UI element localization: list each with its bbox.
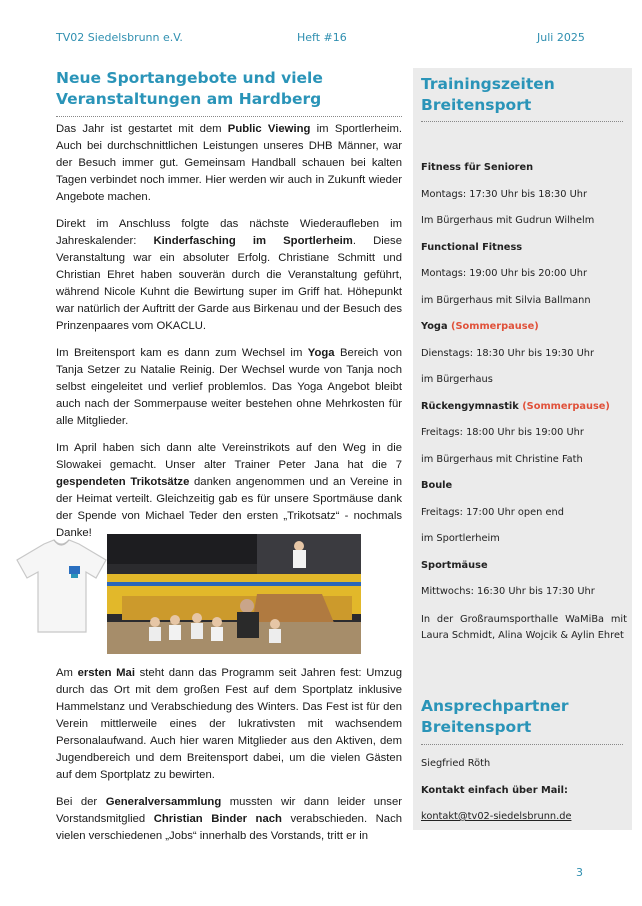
summer-break-badge: (Sommerpause) bbox=[522, 400, 610, 412]
training-detail bbox=[421, 579, 627, 606]
summer-break-badge: (Sommerpause) bbox=[450, 321, 539, 332]
photo-row bbox=[14, 534, 348, 654]
training-heading bbox=[421, 553, 627, 580]
training-text: Sportmäuse bbox=[421, 559, 488, 571]
paragraph-generalversammlung: Bei der Generalversammlung mussten wir dann leider unser Vorstandsmitglied Christian Binder nach verabschieden. Nach vielen verschiedenen „Jobs“ innerhalb des Vorstands, tritt er in bbox=[56, 796, 402, 842]
header-club-name: TV02 Siedelsbrunn e.V. bbox=[56, 31, 183, 44]
training-detail bbox=[421, 606, 627, 639]
training-text: Montags: 19:00 Uhr bis 20:00 Uhr bbox=[421, 268, 588, 279]
training-text: Yoga bbox=[421, 321, 448, 332]
training-heading bbox=[421, 394, 627, 421]
tshirt-image bbox=[14, 536, 109, 636]
gym-group-photo bbox=[107, 534, 361, 654]
training-text: Freitags: 18:00 Uhr bis 19:00 Uhr bbox=[421, 427, 584, 438]
paragraph-trikots: Im April haben sich dann alte Vereinstrikots auf den Weg in die Slowakei gemacht. Unser alter Trainer Peter Jana hat die 7 gespendeten Trikotsätze danken angenommen und an Vereine in der Heimat verteilt. Gleichzeitig gab es für unsere Sportmäuse dank der Spende von Michael Teder den ersten „Trikotsatz“ - nochmals Danke! bbox=[56, 442, 402, 539]
training-text: Boule bbox=[421, 480, 453, 491]
training-text: Rückengymnastik bbox=[421, 400, 519, 412]
training-heading bbox=[421, 235, 627, 262]
training-text: In der Großraumsporthalle WaMiBa mit Laura Schmidt, Alina Wojcik & Aylin Ehret bbox=[421, 613, 627, 641]
paragraph-public-viewing: Das Jahr ist gestartet mit dem Public Viewing im Sportlerheim. Auch bei durchschnittlichen Leistungen unseres DHB Männer, war der Besuch immer gut. Gemeinsam Handball schauen bei kalten Tagen verbindet noch immer. Hier werden wir auch in Zukunft wieder Angebote machen. bbox=[56, 123, 403, 203]
training-detail bbox=[421, 447, 627, 474]
training-detail bbox=[421, 367, 627, 394]
training-heading bbox=[421, 314, 627, 341]
sidebar-title-divider bbox=[421, 121, 623, 122]
training-text: Montags: 17:30 Uhr bis 18:30 Uhr bbox=[421, 188, 588, 200]
training-text: Fitness für Senioren bbox=[421, 162, 534, 173]
contact-name: Siegfried Röth bbox=[421, 758, 491, 769]
training-detail bbox=[421, 208, 627, 235]
title-divider bbox=[56, 116, 402, 117]
contact-email-link[interactable]: kontakt@tv02-siedelsbrunn.de bbox=[421, 811, 572, 822]
training-text: im Bürgerhaus mit Christine Fath bbox=[421, 453, 583, 465]
training-text: Mittwochs: 16:30 Uhr bis 17:30 Uhr bbox=[421, 586, 595, 597]
training-detail bbox=[421, 500, 627, 527]
article-body bbox=[56, 121, 402, 552]
training-detail bbox=[421, 420, 627, 447]
training-detail bbox=[421, 341, 627, 368]
training-detail bbox=[421, 182, 627, 209]
sidebar-title: Trainingszeiten Breitensport bbox=[421, 75, 555, 114]
paragraph-erster-mai: Am ersten Mai steht dann das Programm seit Jahren fest: Umzug durch das Ort mit dem großen Fest auf dem Sportplatz inklusive Hammelstanz und Verabschiedung des Winters. Das Fest ist für den Verein mittlerweile eines der lukrativsten mit wachsendem Personalaufwand. Auch hier waren Mitglieder aus den Aktiven, dem Jugendbereich und dem Breitensport dabei, um die vielen Gästen auf dem Sportplatz zu bewirten. bbox=[56, 667, 402, 781]
training-text: im Bürgerhaus mit Silvia Ballmann bbox=[421, 294, 591, 306]
contact-label: Kontakt einfach über Mail: bbox=[421, 784, 568, 796]
page-number: 3 bbox=[576, 866, 583, 879]
header-date: Juli 2025 bbox=[537, 31, 585, 44]
training-text: Freitags: 17:00 Uhr open end bbox=[421, 506, 564, 518]
training-detail bbox=[421, 261, 627, 288]
paragraph-yoga: Im Breitensport kam es dann zum Wechsel im Yoga Bereich von Tanja Setzer zu Natalie Reinig. Der Wechsel wurde von Tanja noch selbst eingeleitet und verlief problemlos. Das Yoga Angebot bleibt auch nach der Sommerpause weiter bestehen ohne Mehrkosten für alle Mitglieder. bbox=[56, 347, 402, 427]
training-list bbox=[421, 155, 627, 641]
training-detail bbox=[421, 526, 627, 553]
article-body-continued bbox=[56, 665, 402, 855]
training-detail bbox=[421, 288, 627, 315]
training-text: Im Bürgerhaus mit Gudrun Wilhelm bbox=[421, 215, 595, 226]
contact-divider bbox=[421, 744, 623, 745]
training-text: im Sportlerheim bbox=[421, 533, 500, 544]
training-heading bbox=[421, 155, 627, 182]
training-text: im Bürgerhaus bbox=[421, 374, 493, 385]
paragraph-kinderfasching: Direkt im Anschluss folgte das nächste Wiederaufleben im Jahreskalender: Kinderfasching im Sportlerheim. Diese Veranstaltung war ein absoluter Erfolg. Christiane Schmitt und Christian Ehret haben souverän durch die Veranstaltung geführt, während Nicole Kuhnt die Bewirtung super im Griff hat. Höhepunkt war natürlich der Auftritt der Garde aus Birkenau und der Besuch des Prinzenpaares vom OKACLU. bbox=[56, 218, 402, 332]
header-issue: Heft #16 bbox=[297, 31, 347, 44]
article-title: Neue Sportangebote und viele Veranstaltungen am Hardberg bbox=[56, 69, 323, 108]
sidebar-training-times bbox=[413, 68, 632, 830]
contact-box bbox=[421, 751, 627, 831]
training-text: Dienstags: 18:30 Uhr bis 19:30 Uhr bbox=[421, 347, 594, 359]
contact-title: Ansprechpartner Breitensport bbox=[421, 697, 569, 736]
training-text: Functional Fitness bbox=[421, 241, 523, 253]
training-heading bbox=[421, 473, 627, 500]
